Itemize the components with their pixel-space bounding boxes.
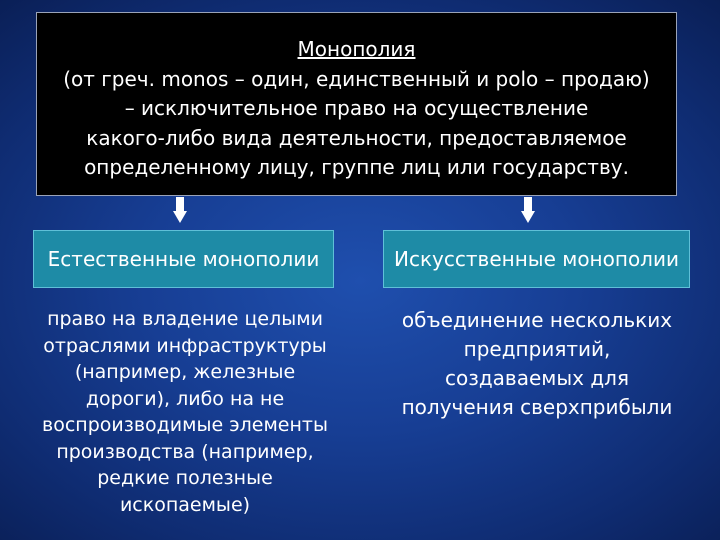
description-line: отраслями инфраструктуры — [43, 334, 327, 357]
definition-title: Монополия — [297, 37, 416, 61]
down-arrow-icon — [521, 197, 535, 225]
definition-line: определенному лицу, группе лиц или государству. — [84, 155, 629, 179]
down-arrow-icon — [173, 197, 187, 225]
artificial-monopolies-box — [383, 230, 690, 288]
natural-monopolies-label: Естественные монополии — [47, 247, 320, 271]
description-line: предприятий, — [463, 337, 611, 361]
description-line: создаваемых для — [444, 366, 629, 390]
description-line: воспроизводимые элементы — [42, 414, 328, 436]
monopoly-definition-box — [36, 12, 677, 196]
definition-line: какого-либо вида деятельности, предоставляемое — [86, 125, 627, 150]
artificial-monopolies-description — [380, 306, 694, 422]
natural-monopolies-box — [33, 230, 334, 288]
natural-monopolies-description — [30, 306, 340, 518]
description-line: редкие полезные — [97, 467, 273, 489]
description-line: получения сверхприбыли — [401, 395, 673, 419]
description-line: ископаемые) — [119, 493, 251, 516]
description-line: объединение нескольких — [401, 308, 673, 332]
artificial-monopolies-label: Искусственные монополии — [394, 247, 679, 271]
description-line: (например, железные — [74, 361, 296, 383]
definition-line: (от греч. monos – один, единственный и polo – продаю) — [63, 66, 650, 91]
definition-line: – исключительное право на осуществление — [124, 96, 589, 120]
description-line: дороги), либо на не — [85, 387, 285, 410]
description-line: право на владение целыми — [47, 308, 323, 330]
description-line: производства (например, — [56, 440, 314, 463]
